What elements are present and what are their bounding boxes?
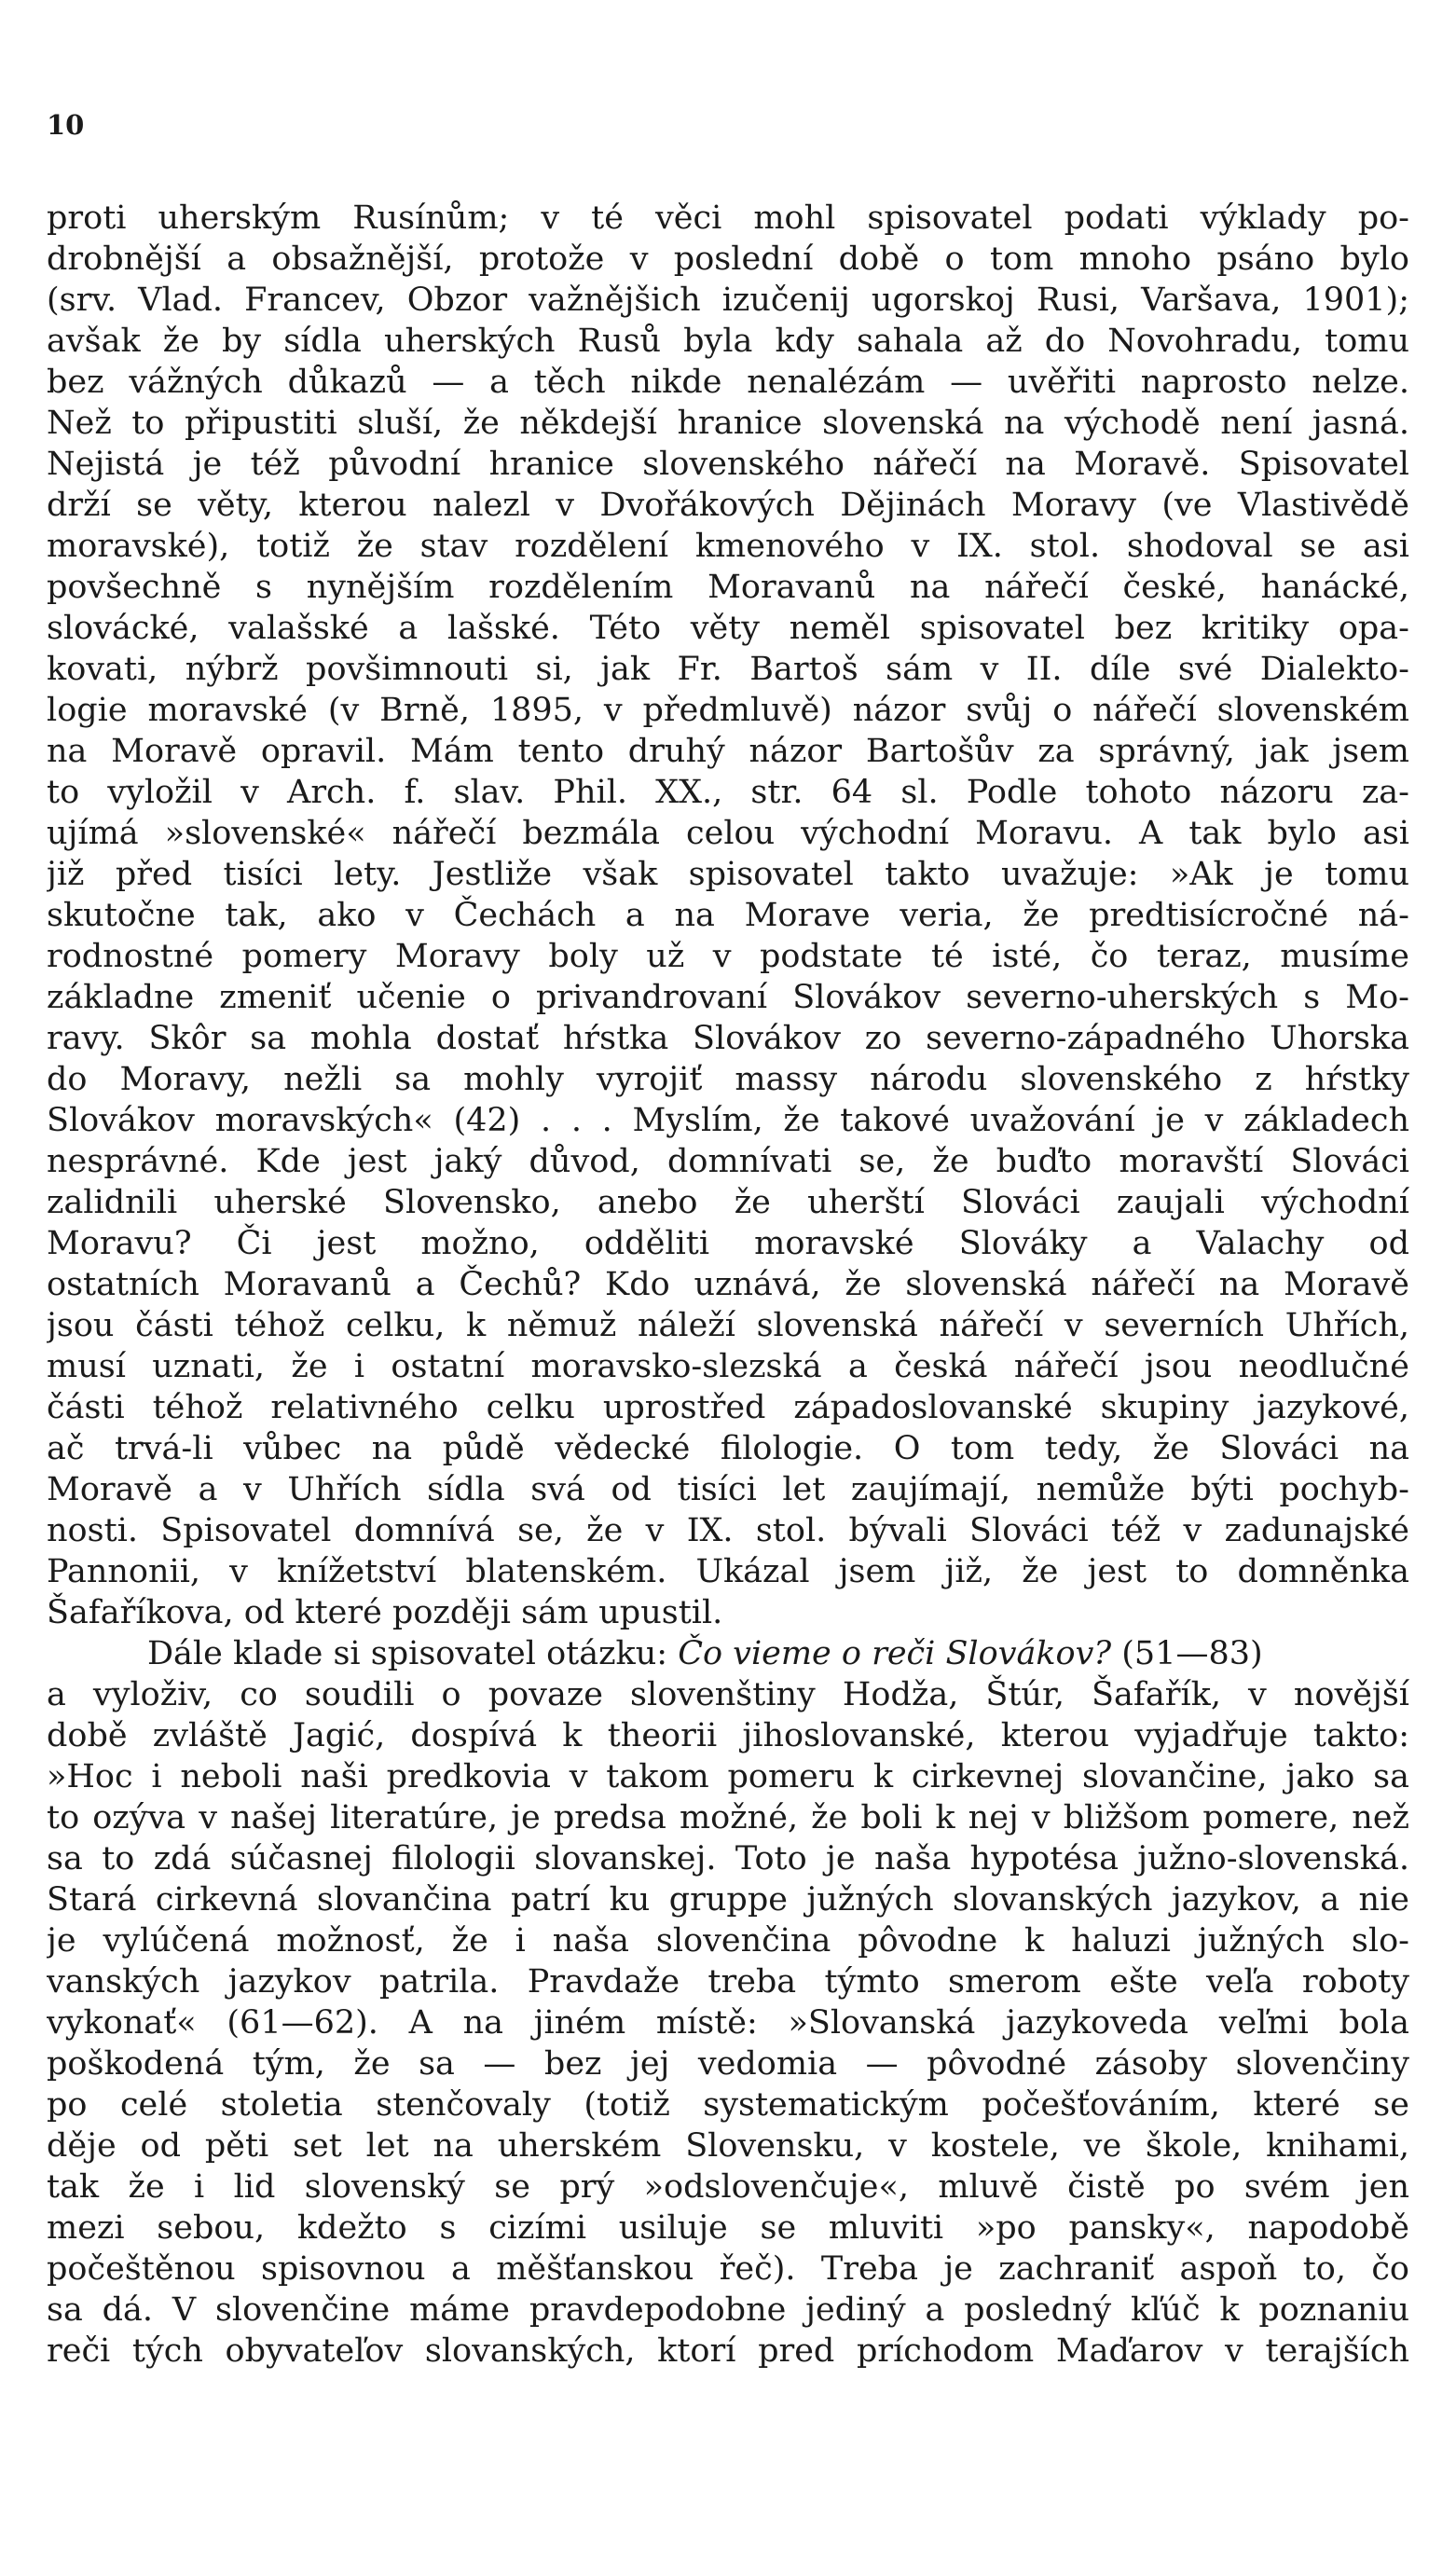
para2-text-after: (51—83) — [1111, 1635, 1263, 1672]
text-line: ravy. Skôr sa mohla dostať hŕstka Slovákov zo severno-západného Uhorska — [47, 1020, 1409, 1057]
text-line: drží se věty, kterou nalezl v Dvořákových Dějinách Moravy (ve Vlastivědě — [47, 487, 1409, 524]
text-line: to vyložil v Arch. f. slav. Phil. XX., str. 64 sl. Podle tohoto názoru za- — [47, 774, 1409, 811]
paragraph-2-first-line — [47, 1633, 1409, 1674]
text-line: jsou části téhož celku, k němuž náleží slovenská nářečí v severních Uhřích, — [47, 1307, 1409, 1344]
text-line: do Moravy, nežli sa mohly vyrojiť massy národu slovenského z hŕstky — [47, 1061, 1409, 1098]
text-line: rodnostné pomery Moravy boly už v podstate té isté, čo teraz, musíme — [47, 938, 1409, 975]
text-line: nosti. Spisovatel domnívá se, že v IX. stol. bývali Slováci též v zadunajské — [47, 1512, 1409, 1549]
text-line: vanských jazykov patrila. Pravdaže treba týmto smerom ešte veľa roboty — [47, 1963, 1409, 2001]
text-line: proti uherským Rusínům; v té věci mohl spisovatel podati výklady po- — [47, 199, 1409, 237]
text-line: bez vážných důkazů — a těch nikde nenalézám — uvěřiti naprosto nelze. — [47, 364, 1409, 401]
text-line: sa dá. V slovenčine máme pravdepodobne jediný a posledný kľúč k poznaniu — [47, 2291, 1409, 2329]
body-text — [47, 198, 1409, 2372]
text-line: povšechně s nynějším rozdělením Moravanů na nářečí české, hanácké, — [47, 569, 1409, 606]
text-line: (srv. Vlad. Francev, Obzor važnějšich izučenij ugorskoj Rusi, Varšava, 1901); — [47, 282, 1409, 319]
text-line: zalidnili uherské Slovensko, anebo že uherští Slováci zaujali východní — [47, 1184, 1409, 1221]
text-line: drobnější a obsažnější, protože v poslední době o tom mnoho psáno bylo — [47, 241, 1409, 278]
paragraph-2 — [47, 1674, 1409, 2372]
text-line: musí uznati, že i ostatní moravsko-slezská a česká nářečí jsou neodlučné — [47, 1348, 1409, 1385]
text-line: počeštěnou spisovnou a měšťanskou řeč). Treba je zachraniť aspoň to, čo — [47, 2250, 1409, 2288]
text-line: Slovákov moravských« (42) . . . Myslím, že takové uvažování je v základech — [47, 1102, 1409, 1139]
text-line: nesprávné. Kde jest jaký důvod, domnívati se, že buďto moravští Slováci — [47, 1143, 1409, 1180]
text-line: době zvláště Jagić, dospívá k theorii jihoslovanské, kterou vyjadřuje takto: — [47, 1717, 1409, 1754]
text-line: avšak že by sídla uherských Rusů byla kdy sahala až do Novohradu, tomu — [47, 323, 1409, 360]
text-line: slovácké, valašské a lašské. Této věty neměl spisovatel bez kritiky opa- — [47, 610, 1409, 647]
text-line: je vylúčená možnosť, že i naša slovenčina pôvodne k haluzi južných slo- — [47, 1922, 1409, 1960]
page-number: 10 — [47, 109, 85, 141]
text-line: Než to připustiti sluší, že někdejší hranice slovenská na východě není jasná. — [47, 405, 1409, 442]
text-line: Šafaříkova, od které později sám upustil. — [47, 1594, 723, 1631]
text-line: mezi sebou, kdežto s cizími usiluje se mluviti »po pansky«, napodobě — [47, 2209, 1409, 2247]
text-line: tak že i lid slovenský se prý »odslovenčuje«, mluvě čistě po svém jen — [47, 2168, 1409, 2206]
text-line: Pannonii, v knížetství blatenském. Ukázal jsem již, že jest to domněnka — [47, 1553, 1409, 1590]
text-line: reči tých obyvateľov slovanských, ktorí pred príchodom Maďarov v terajších — [47, 2332, 1409, 2370]
text-line: děje od pěti set let na uherském Slovensku, v kostele, ve škole, knihami, — [47, 2127, 1409, 2165]
text-line: a vyloživ, co soudili o povaze slovenštiny Hodža, Štúr, Šafařík, v novější — [47, 1676, 1409, 1713]
text-line: po celé stoletia stenčovaly (totiž systematickým počešťováním, které se — [47, 2086, 1409, 2124]
text-line: ač trvá-li vůbec na půdě vědecké filologie. O tom tedy, že Slováci na — [47, 1430, 1409, 1467]
text-line: Moravu? Či jest možno, odděliti moravské Slováky a Valachy od — [47, 1225, 1409, 1262]
text-line: Stará cirkevná slovančina patrí ku gruppe južných slovanských jazykov, a nie — [47, 1881, 1409, 1918]
text-line: kovati, nýbrž povšimnouti si, jak Fr. Bartoš sám v II. díle své Dialekto- — [47, 651, 1409, 688]
text-line: to ozýva v našej literatúre, je predsa možné, že boli k nej v bližšom pomere, než — [47, 1799, 1409, 1836]
text-line: ujímá »slovenské« nářečí bezmála celou východní Moravu. A tak bylo asi — [47, 815, 1409, 852]
text-line: moravské), totiž že stav rozdělení kmenového v IX. stol. shodoval se asi — [47, 528, 1409, 565]
text-line: skutočne tak, ako v Čechách a na Morave veria, že predtisícročné ná- — [47, 897, 1409, 934]
text-line: Nejistá je též původní hranice slovenského nářečí na Moravě. Spisovatel — [47, 446, 1409, 483]
text-line: »Hoc i neboli naši predkovia v takom pomeru k cirkevnej slovančine, jako sa — [47, 1758, 1409, 1795]
text-line: Moravě a v Uhřích sídla svá od tisíci let zaujímají, nemůže býti pochyb- — [47, 1471, 1409, 1508]
para2-text-before: Dále klade si spisovatel otázku: — [147, 1635, 679, 1672]
text-line: sa to zdá súčasnej filologii slovanskej. Toto je naša hypotésa južno-slovenská. — [47, 1840, 1409, 1877]
text-line: na Moravě opravil. Mám tento druhý názor Bartošův za správný, jak jsem — [47, 733, 1409, 770]
text-line: ostatních Moravanů a Čechů? Kdo uznává, že slovenská nářečí na Moravě — [47, 1266, 1409, 1303]
text-line: již před tisíci lety. Jestliže však spisovatel takto uvažuje: »Ak je tomu — [47, 856, 1409, 893]
text-line: logie moravské (v Brně, 1895, v předmluvě) názor svůj o nářečí slovenském — [47, 692, 1409, 729]
text-line: části téhož relativného celku uprostřed západoslovanské skupiny jazykové, — [47, 1389, 1409, 1426]
text-line: poškodená tým, že sa — bez jej vedomia — pôvodné zásoby slovenčiny — [47, 2045, 1409, 2083]
paragraph-1 — [47, 198, 1409, 1633]
text-line: vykonať« (61—62). A na jiném místě: »Slovanská jazykoveda veľmi bola — [47, 2004, 1409, 2042]
text-line: základne zmeniť učenie o privandrovaní Slovákov severno-uherských s Mo- — [47, 979, 1409, 1016]
para2-italic-title: Čo vieme o reči Slovákov? — [678, 1635, 1112, 1672]
